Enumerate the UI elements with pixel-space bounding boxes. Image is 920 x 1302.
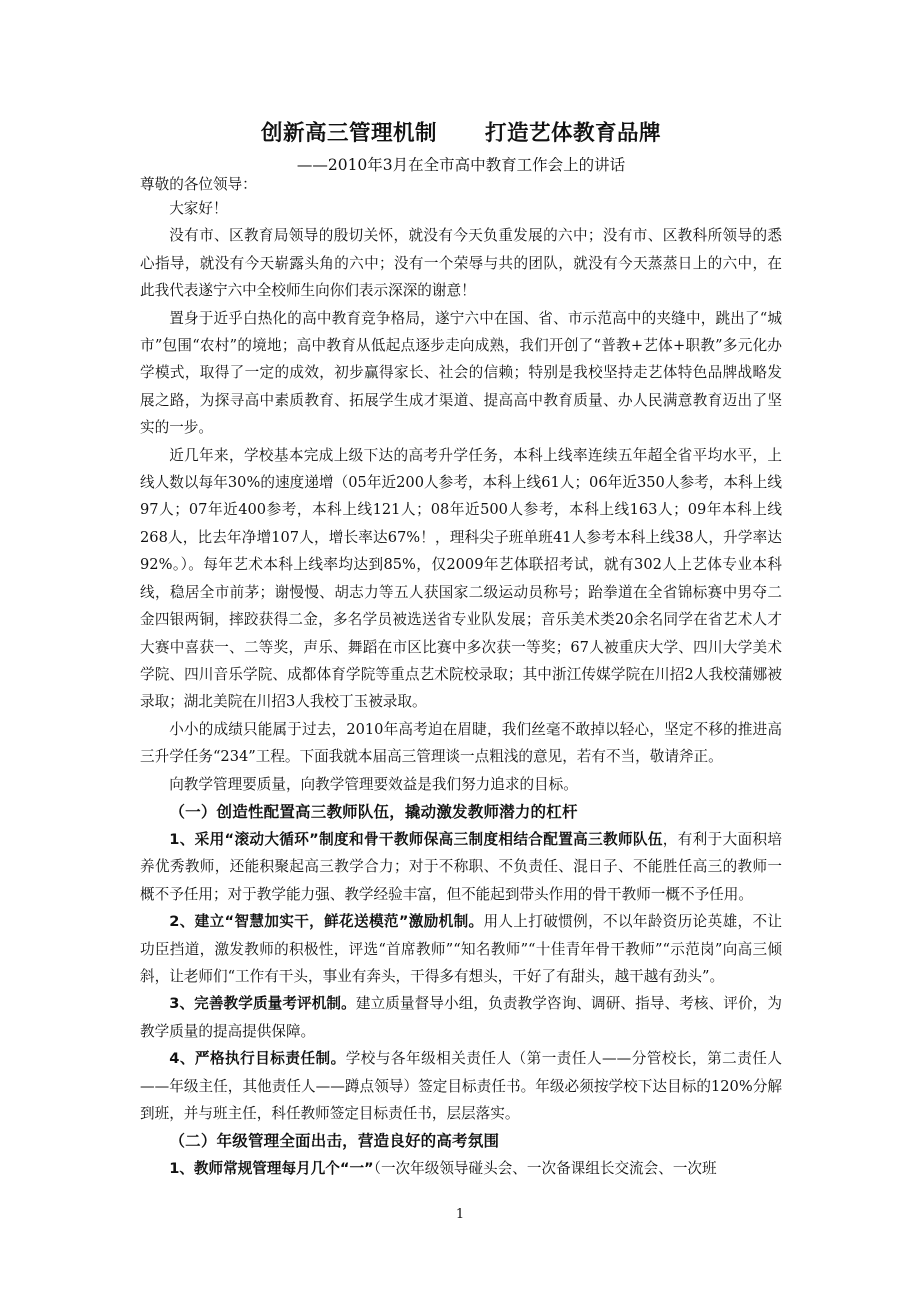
- section-1-item-2: [140, 908, 782, 990]
- item-lead: 1、教师常规管理每月几个“一”: [169, 1160, 374, 1178]
- section-2-heading: （二）年级管理全面出击，营造良好的高考氛围: [169, 1132, 500, 1151]
- paragraph-goal: 向教学管理要质量，向教学管理要效益是我们努力追求的目标。: [169, 775, 578, 793]
- item-text: 用人上打破惯例，不以年龄资历论英雄，不让功臣挡道，激发教师的积极性，评选“首席教师”“知名教师”“十佳青年骨干教师”“示范岗”向高三倾斜，让老师们“工作有干头，事业有奔头，干得多有想头，干好了有甜头，越干越有劲头”。: [140, 913, 782, 985]
- greeting: 大家好！: [169, 200, 228, 217]
- item-text: ，有利于大面积培养优秀教师，还能积聚起高三教学合力；对于不称职、不负责任、混日子、不能胜任高三的教师一概不予任用；对于教学能力强、教学经验丰富，但不能起到带头作用的骨干教师一概不予任用。: [140, 830, 782, 903]
- document-subtitle: ——2010年3月在全市高中教育工作会上的讲话: [296, 156, 626, 174]
- item-lead: 1、采用“滚动大循环”制度和骨干教师保高三制度相结合配置高三教师队伍: [169, 830, 663, 848]
- paragraph-background: 置身于近乎白热化的高中教育竞争格局，遂宁六中在国、省、市示范高中的夹缝中，跳出了“城市”包围“农村”的境地；高中教育从低起点逐步走向成熟，我们开创了“普教+艺体+职教”多元化办学模式，取得了一定的成效，初步赢得家长、社会的信赖；特别是我校坚持走艺体特色品牌战略发展之路，为探寻高中素质教育、拓展学生成才渠道、提高高中教育质量、办人民满意教育迈出了坚实的一步。: [140, 309, 782, 437]
- section-1-item-1: [140, 826, 782, 908]
- item-text: （一次年级领导碰头会、一次备课组长交流会、一次班: [373, 1160, 717, 1178]
- item-lead: 3、完善教学质量考评机制。: [169, 995, 356, 1013]
- document-body: [140, 116, 782, 1183]
- item-text: 建立质量督导小组，负责教学咨询、调研、指导、考核、评价，为教学质量的提高提供保障。: [140, 995, 782, 1040]
- document-title: 创新高三管理机制 打造艺体教育品牌: [261, 121, 661, 146]
- section-1-item-4: [140, 1045, 782, 1127]
- paragraph-thanks: 没有市、区教育局领导的殷切关怀，就没有今天负重发展的六中；没有市、区教科所领导的悉心指导，就没有今天崭露头角的六中；没有一个荣辱与共的团队，就没有今天蒸蒸日上的六中，在此我代表遂宁六中全校师生向你们表示深深的谢意！: [140, 227, 782, 300]
- section-1-heading: （一）创造性配置高三教师队伍，撬动激发教师潜力的杠杆: [169, 802, 578, 821]
- item-lead: 4、严格执行目标责任制。: [169, 1050, 346, 1068]
- salutation: 尊敬的各位领导：: [140, 176, 257, 193]
- item-text: 学校与各年级相关责任人（第一责任人——分管校长，第二责任人——年级主任，其他责任人——蹲点领导）签定目标责任书。年级必须按学校下达目标的120%分解到班，并与班主任，科任教师签定目标责任书，层层落实。: [140, 1050, 782, 1122]
- paragraph-outlook: 小小的成绩只能属于过去，2010年高考迫在眉睫，我们丝毫不敢掉以轻心，坚定不移的推进高三升学任务“234”工程。下面我就本届高三管理谈一点粗浅的意见，若有不当，敬请斧正。: [140, 720, 782, 766]
- page-number: 1: [455, 1207, 465, 1222]
- item-lead: 2、建立“智慧加实干，鲜花送模范”激励机制。: [169, 913, 484, 931]
- section-1-item-3: [140, 990, 782, 1045]
- section-2-item-1: [140, 1155, 782, 1182]
- paragraph-achievements: 近几年来，学校基本完成上级下达的高考升学任务，本科上线率连续五年超全省平均水平，上线人数以每年30%的速度递增（05年近200人参考，本科上线61人；06年近350人参考，本科上线97人；07年近400参考，本科上线121人；08年近500人参考，本科上线163人；09年本科上线268人，比去年净增107人，增长率达67%！，理科尖子班单班41人参考本科上线38人，升学率达92%。）。每年艺术本科上线率均达到85%，仅2009年艺体联招考试，就有302人上艺体专业本科线，稳居全市前茅；谢慢慢、胡志力等五人获国家二级运动员称号；跆拳道在全省锦标赛中男夺二金四银两铜，摔跤获得二金，多名学员被选送省专业队发展；音乐美术类20余名同学在省艺术人才大赛中喜获一、二等奖，声乐、舞蹈在市区比赛中多次获一等奖；67人被重庆大学、四川大学美术学院、四川音乐学院、成都体育学院等重点艺术院校录取；其中浙江传媒学院在川招2人我校蒲娜被录取；湖北美院在川招3人我校丁玉被录取。: [140, 446, 782, 711]
